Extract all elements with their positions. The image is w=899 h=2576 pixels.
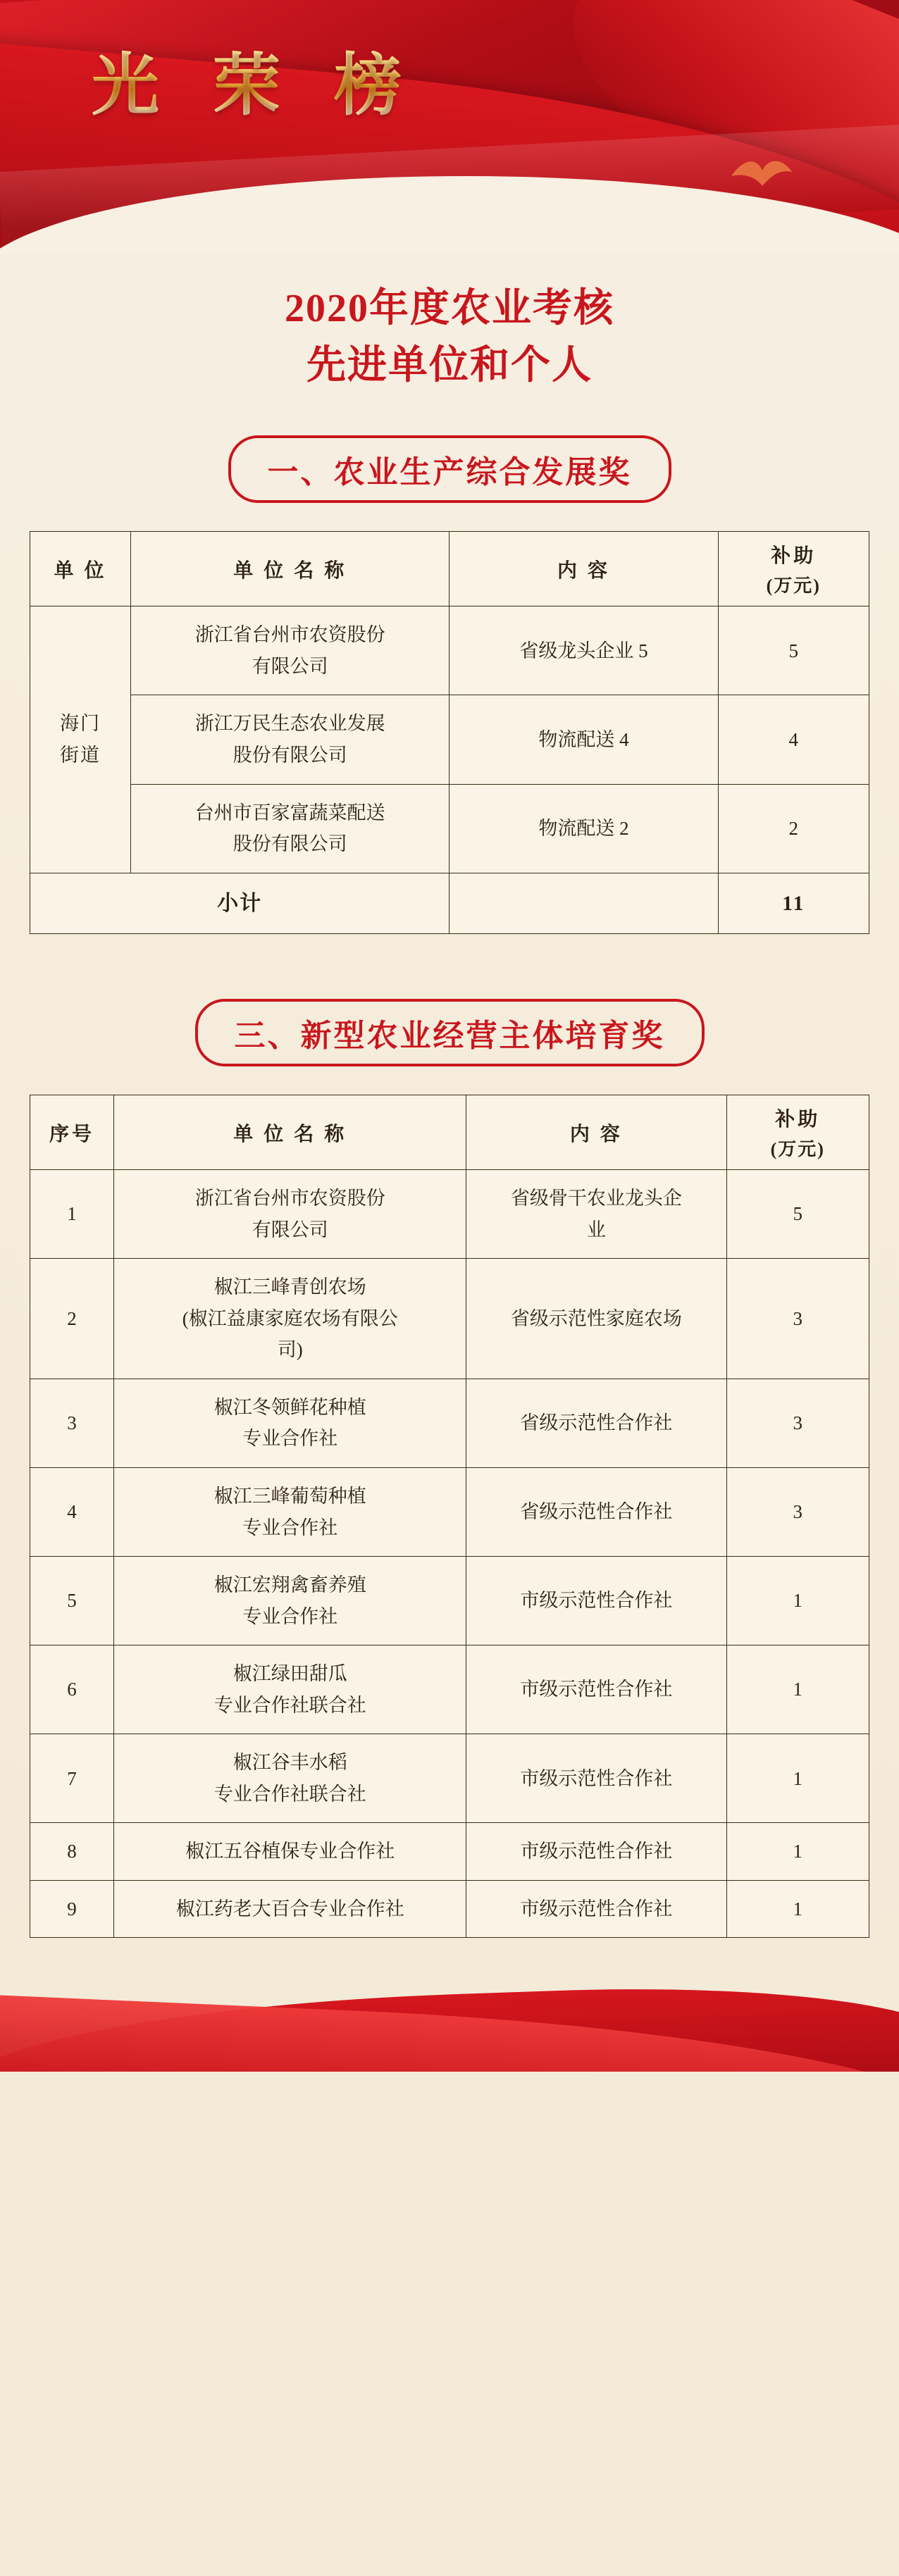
unit-name-line-2: (椒江益康家庭农场有限公 — [182, 1307, 398, 1329]
unit-name-cell — [114, 1645, 466, 1734]
unit-name-line-1: 椒江绿田甜瓜 — [232, 1663, 347, 1685]
table-header-row — [30, 532, 869, 606]
table-body — [30, 1170, 869, 1938]
table-row — [30, 1823, 869, 1881]
page-title-line-2: 先进单位和个人 — [306, 344, 593, 388]
section-header-2: 三、新型农业经营主体培育奖 — [195, 999, 705, 1066]
agriculture-production-award-table — [30, 531, 869, 934]
content-cell: 省级示范性合作社 — [466, 1379, 726, 1467]
table-row — [30, 1557, 869, 1645]
amount-cell: 3 — [726, 1467, 869, 1556]
amount-cell: 4 — [718, 695, 869, 784]
new-agriculture-entity-award-table — [30, 1095, 869, 1938]
unit-name-cell — [114, 1734, 466, 1823]
section-header-1: 一、农业生产综合发展奖 — [228, 435, 671, 503]
content-cell — [466, 1170, 726, 1259]
table-row — [30, 1645, 869, 1734]
table-header-row — [30, 1095, 869, 1170]
unit-name-cell — [114, 1467, 466, 1556]
index-cell: 7 — [30, 1734, 114, 1823]
column-header-subsidy — [726, 1095, 869, 1170]
section-header-1-wrap — [0, 435, 899, 503]
unit-name-cell — [130, 784, 450, 873]
page-title-line-1: 2020年度农业考核 — [285, 287, 614, 330]
column-header-content: 内 容 — [450, 532, 718, 606]
unit-name-line-1: 浙江省台州市农资股份 — [194, 624, 385, 646]
index-cell: 9 — [30, 1880, 114, 1938]
amount-cell: 3 — [726, 1259, 869, 1379]
content-cell: 市级示范性合作社 — [466, 1880, 726, 1938]
group-label-haimen-street: 海门 街道 — [30, 606, 131, 873]
unit-name-line-1: 椒江谷丰水稻 — [232, 1752, 347, 1774]
section-header-2-wrap — [0, 999, 899, 1066]
unit-name-line-2: 专业合作社 — [242, 1517, 338, 1538]
column-header-unit-name: 单 位 名 称 — [114, 1095, 466, 1170]
column-header-subsidy-unit: (万元) — [770, 1139, 825, 1160]
subtotal-empty-cell — [450, 873, 718, 934]
index-cell: 2 — [30, 1259, 114, 1379]
unit-name-cell: 椒江五谷植保专业合作社 — [114, 1823, 466, 1881]
column-header-subsidy-label: 补助 — [771, 545, 817, 568]
table-subtotal-row — [30, 873, 869, 934]
table-row — [30, 1734, 869, 1823]
index-cell: 3 — [30, 1379, 114, 1467]
unit-name-cell: 椒江药老大百合专业合作社 — [114, 1880, 466, 1938]
unit-name-line-1: 椒江三峰葡萄种植 — [213, 1485, 366, 1507]
table-row — [30, 606, 869, 695]
unit-name-line-2: 有限公司 — [252, 1219, 328, 1240]
table-row — [30, 1467, 869, 1556]
unit-name-line-1: 浙江省台州市农资股份 — [194, 1188, 385, 1209]
column-header-subsidy-label: 补助 — [775, 1109, 821, 1131]
unit-name-cell — [130, 695, 450, 784]
subtotal-amount: 11 — [718, 873, 869, 934]
top-banner — [0, 0, 899, 254]
unit-name-cell — [114, 1557, 466, 1645]
unit-name-line-1: 椒江三峰青创农场 — [213, 1276, 366, 1298]
content-cell: 省级示范性合作社 — [466, 1467, 726, 1556]
unit-name-line-1: 浙江万民生态农业发展 — [194, 713, 385, 735]
column-header-content: 内 容 — [466, 1095, 726, 1170]
index-cell: 1 — [30, 1170, 114, 1259]
unit-name-cell — [130, 606, 450, 695]
unit-name-cell — [114, 1259, 466, 1379]
unit-name-line-2: 专业合作社 — [242, 1605, 338, 1627]
unit-name-line-1: 台州市百家富蔬菜配送 — [194, 802, 385, 823]
bottom-ribbon — [0, 1987, 899, 2072]
column-header-subsidy — [718, 532, 869, 606]
column-header-subsidy-unit: (万元) — [766, 575, 821, 597]
table-row — [30, 695, 869, 784]
unit-name-line-1: 椒江宏翔禽畜养殖 — [213, 1574, 366, 1596]
index-cell: 8 — [30, 1823, 114, 1881]
page-title — [0, 280, 899, 394]
unit-name-cell — [114, 1170, 466, 1259]
unit-name-line-2: 专业合作社 — [242, 1428, 338, 1450]
unit-name-line-2: 专业合作社联合社 — [213, 1694, 366, 1716]
amount-cell: 1 — [726, 1880, 869, 1938]
subtotal-label: 小计 — [30, 873, 450, 934]
unit-name-line-2: 专业合作社联合社 — [213, 1783, 366, 1805]
column-header-unit: 单 位 — [30, 532, 131, 606]
index-cell: 4 — [30, 1467, 114, 1556]
unit-name-line-1: 椒江冬领鲜花种植 — [213, 1396, 366, 1418]
unit-name-line-3: 司) — [277, 1339, 303, 1361]
amount-cell: 1 — [726, 1823, 869, 1881]
table-row — [30, 1170, 869, 1259]
amount-cell: 1 — [726, 1645, 869, 1734]
glory-board-title: 光 荣 榜 — [92, 32, 420, 128]
index-cell: 6 — [30, 1645, 114, 1734]
content-cell: 省级示范性家庭农场 — [466, 1259, 726, 1379]
table-1-wrap — [0, 531, 899, 934]
amount-cell: 1 — [726, 1557, 869, 1645]
unit-name-cell — [114, 1379, 466, 1467]
amount-cell: 3 — [726, 1379, 869, 1467]
content-cell: 省级龙头企业 5 — [450, 606, 718, 695]
column-header-unit-name: 单 位 名 称 — [130, 532, 450, 606]
amount-cell: 5 — [726, 1170, 869, 1259]
unit-name-line-2: 股份有限公司 — [232, 833, 347, 855]
content-line-2: 业 — [586, 1219, 606, 1240]
amount-cell: 1 — [726, 1734, 869, 1823]
table-row — [30, 1880, 869, 1938]
content-cell: 物流配送 2 — [450, 784, 718, 873]
table-row — [30, 1379, 869, 1467]
content-line-1: 省级骨干农业龙头企 — [510, 1188, 682, 1209]
column-header-index: 序号 — [30, 1095, 114, 1170]
content-cell: 市级示范性合作社 — [466, 1557, 726, 1645]
table-row — [30, 784, 869, 873]
amount-cell: 2 — [718, 784, 869, 873]
amount-cell: 5 — [718, 606, 869, 695]
content-cell: 市级示范性合作社 — [466, 1645, 726, 1734]
index-cell: 5 — [30, 1557, 114, 1645]
content-cell: 市级示范性合作社 — [466, 1734, 726, 1823]
content-cell: 市级示范性合作社 — [466, 1823, 726, 1881]
unit-name-line-2: 有限公司 — [252, 655, 328, 677]
table-row — [30, 1259, 869, 1379]
content-cell: 物流配送 4 — [450, 695, 718, 784]
unit-name-line-2: 股份有限公司 — [232, 745, 347, 766]
table-2-wrap — [0, 1095, 899, 1938]
